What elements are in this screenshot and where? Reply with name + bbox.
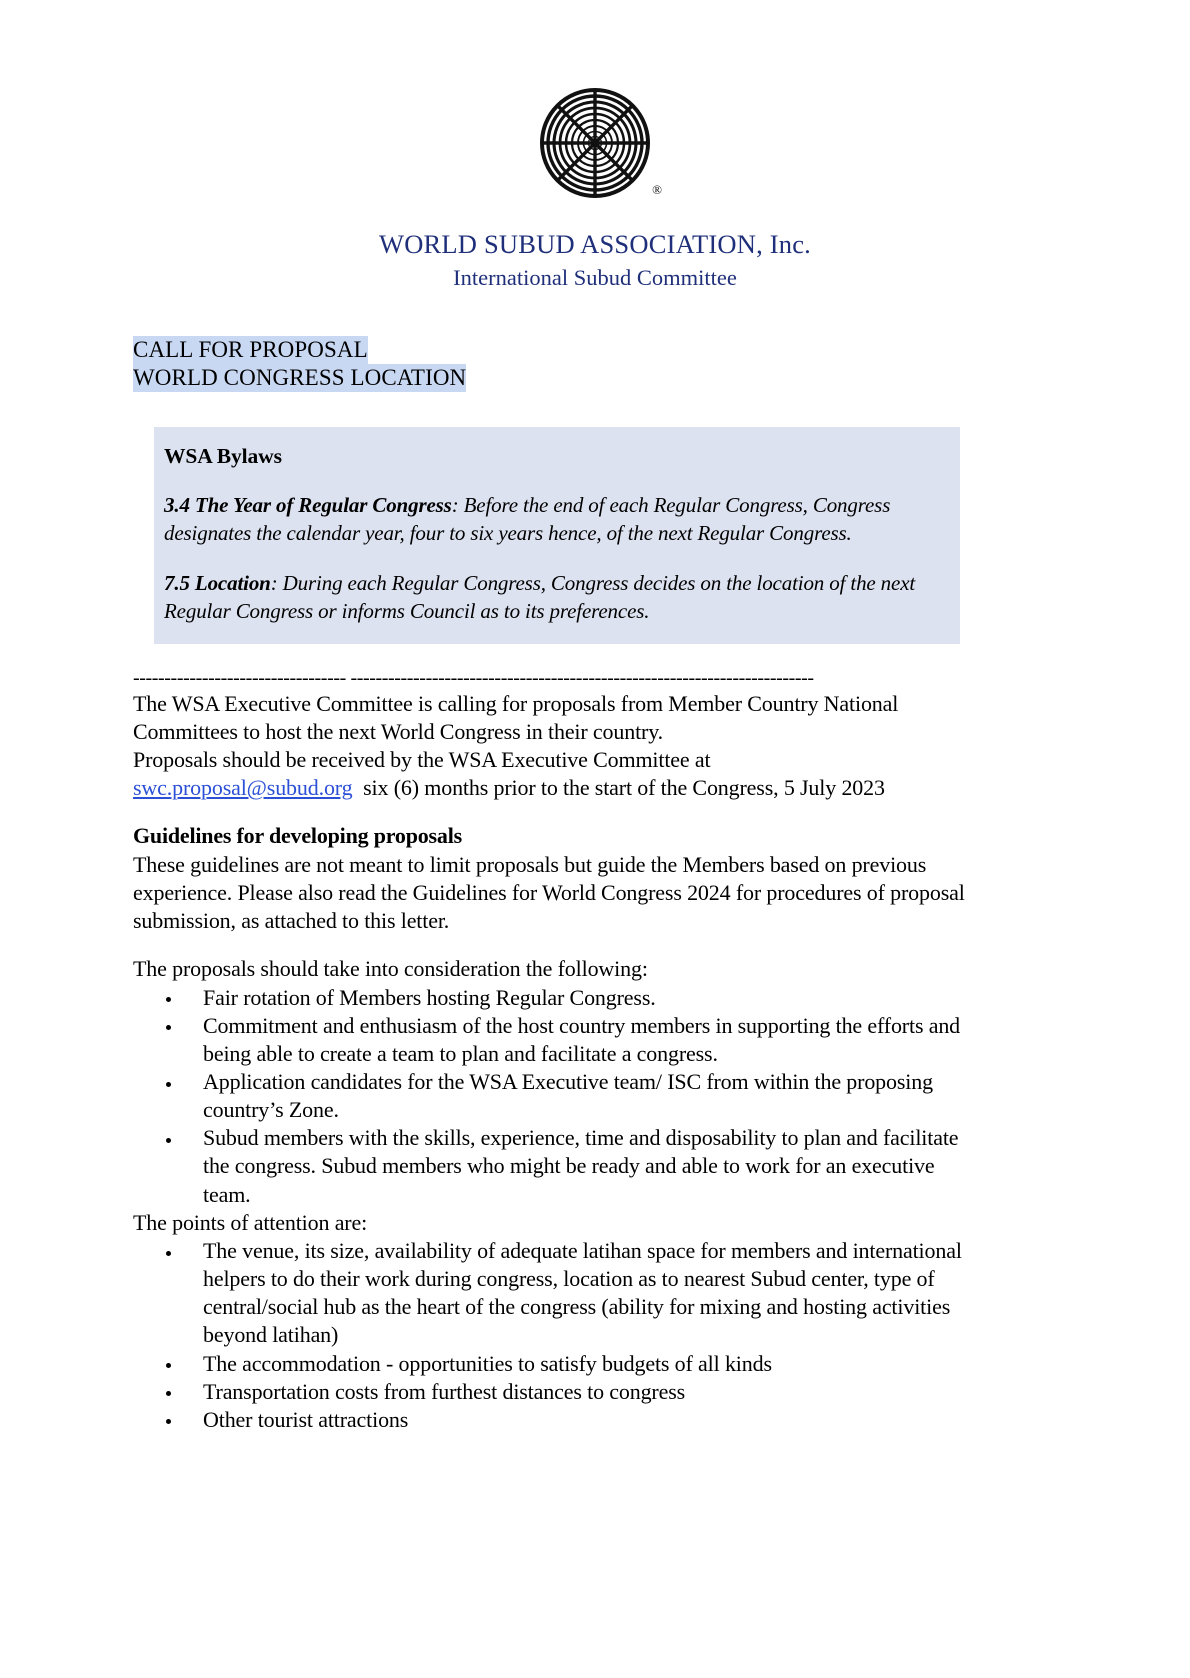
list-item-text: Fair rotation of Members hosting Regular Congress. bbox=[203, 984, 656, 1010]
bullet-dot-icon bbox=[166, 1251, 171, 1256]
page-title-line-1: CALL FOR PROPOSAL bbox=[133, 337, 368, 362]
spacer bbox=[133, 935, 978, 955]
list-item-text: Application candidates for the WSA Executive team/ ISC from within the proposing country’s Zone. bbox=[203, 1068, 933, 1123]
guidelines-heading: Guidelines for developing proposals bbox=[133, 823, 462, 849]
bylaws-clause-3-4 bbox=[164, 492, 944, 548]
organization-subtitle: International Subud Committee bbox=[453, 264, 737, 290]
bylaws-callout-box bbox=[154, 427, 960, 644]
list-item bbox=[133, 1124, 978, 1208]
bylaws-clause-7-5 bbox=[164, 570, 944, 626]
list-item-text: The accommodation - opportunities to satisfy budgets of all kinds bbox=[203, 1350, 772, 1376]
bullet-dot-icon bbox=[166, 1082, 171, 1087]
considerations-lead-in: The proposals should take into consideration the following: bbox=[133, 956, 648, 982]
list-item-text: Transportation costs from furthest distances to congress bbox=[203, 1378, 686, 1404]
bullet-dot-icon bbox=[166, 1025, 171, 1030]
list-item-text: Subud members with the skills, experience, time and disposability to plan and facilitate the congress. Subud members who might be ready and able to work for an executive team. bbox=[203, 1125, 959, 1207]
logo-container bbox=[0, 88, 1190, 198]
list-item bbox=[133, 984, 978, 1012]
list-item-text: The venue, its size, availability of adequate latihan space for members and international helpers to do their work during congress, location as to nearest Subud center, type of central/social hub as the heart of the congress (ability for mixing and hosting activities beyond latihan) bbox=[203, 1237, 962, 1348]
list-item bbox=[133, 1237, 978, 1350]
bylaws-clause-7-5-text: : During each Regular Congress, Congress decides on the location of the next Regular Congress or informs Council as to its preferences. bbox=[164, 570, 916, 623]
list-item-text: Other tourist attractions bbox=[203, 1406, 409, 1432]
organization-name: WORLD SUBUD ASSOCIATION, Inc. bbox=[378, 229, 811, 259]
bylaws-heading: WSA Bylaws bbox=[164, 444, 282, 469]
list-item bbox=[133, 1378, 978, 1406]
list-item bbox=[133, 1012, 978, 1068]
intro-paragraph-2-after: six (6) months prior to the start of the Congress, 5 July 2023 bbox=[363, 775, 885, 801]
proposal-email-link[interactable]: swc.proposal@subud.org bbox=[133, 775, 353, 801]
considerations-list bbox=[133, 984, 978, 1209]
bylaws-clause-3-4-term: The Year of Regular Congress bbox=[194, 492, 452, 517]
list-item bbox=[133, 1406, 978, 1434]
section-divider: ---------------------------------- -------------------------------------------------------------------------- bbox=[133, 667, 814, 689]
bullet-dot-icon bbox=[166, 997, 171, 1002]
bullet-dot-icon bbox=[166, 1419, 171, 1424]
list-item bbox=[133, 1350, 978, 1378]
attention-list bbox=[133, 1237, 978, 1434]
organization-header bbox=[0, 230, 1190, 291]
bullet-dot-icon bbox=[166, 1363, 171, 1368]
intro-paragraph-2 bbox=[133, 746, 978, 802]
bylaws-clause-7-5-number: 7.5 bbox=[164, 570, 195, 595]
attention-lead-in: The points of attention are: bbox=[133, 1209, 368, 1235]
intro-paragraph-1: The WSA Executive Committee is calling for proposals from Member Country National Committees to host the next World Congress in their country. bbox=[133, 690, 899, 744]
bylaws-clause-7-5-term: Location bbox=[194, 570, 271, 595]
bylaws-clause-3-4-number: 3.4 bbox=[164, 492, 195, 517]
guidelines-paragraph: These guidelines are not meant to limit proposals but guide the Members based on previous experience. Please also read the Guidelines for World Congress 2024 for procedures of proposal submission, as attached to this letter. bbox=[133, 851, 965, 934]
spacer bbox=[133, 802, 978, 822]
subud-symbol-logo bbox=[540, 88, 662, 198]
list-item bbox=[133, 1068, 978, 1124]
page-title bbox=[133, 336, 978, 392]
intro-paragraph-2-before: Proposals should be received by the WSA Executive Committee at bbox=[133, 746, 711, 772]
list-item-text: Commitment and enthusiasm of the host country members in supporting the efforts and being able to create a team to plan and facilitate a congress. bbox=[203, 1012, 961, 1066]
registered-trademark-icon: ® bbox=[652, 182, 662, 197]
bullet-dot-icon bbox=[166, 1391, 171, 1396]
bylaws-clause-3-4-text: : Before the end of each Regular Congress, Congress designates the calendar year, four to six years hence, of the next Regular Congress. bbox=[164, 492, 891, 545]
page-title-line-2: WORLD CONGRESS LOCATION bbox=[133, 365, 467, 391]
document-body bbox=[133, 336, 978, 1434]
bullet-dot-icon bbox=[166, 1138, 171, 1143]
